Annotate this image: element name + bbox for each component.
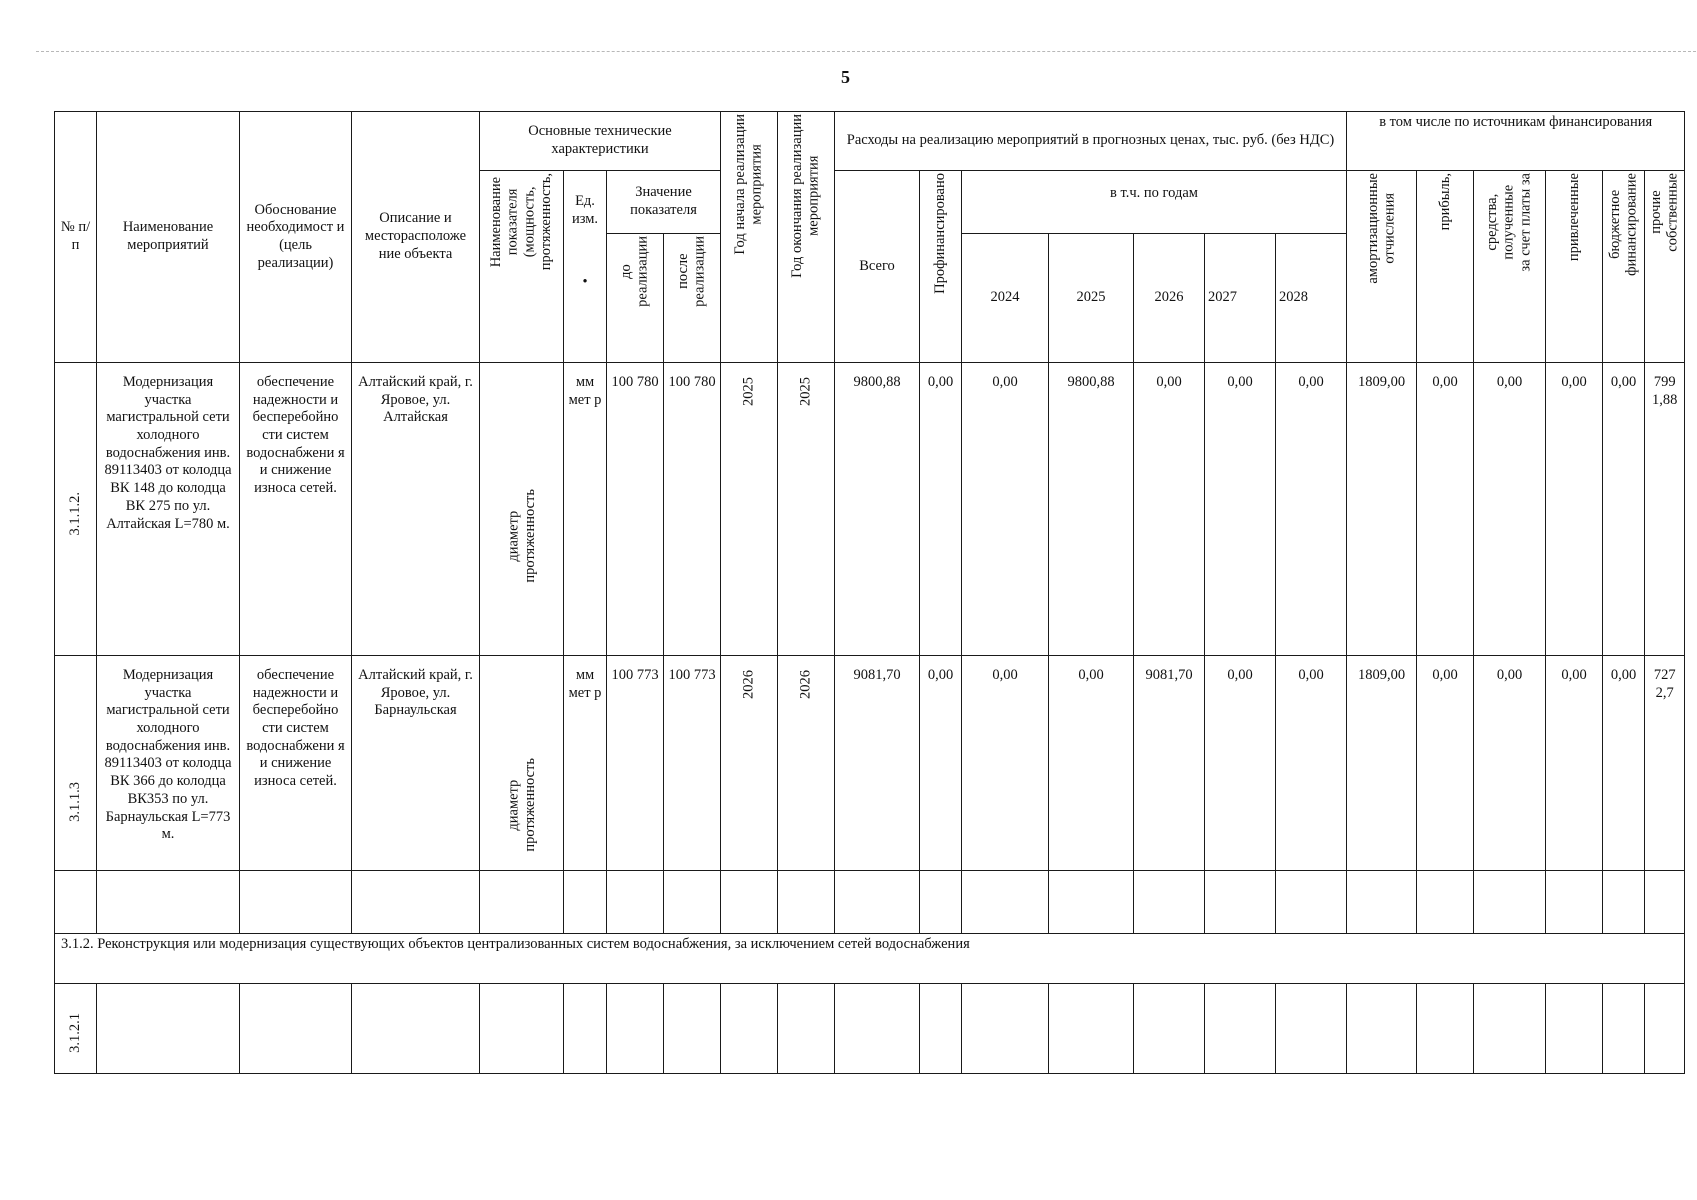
- empty-cell: [778, 984, 835, 1074]
- table-row: [55, 656, 1685, 871]
- header-location: [352, 112, 480, 363]
- header-value-group: [607, 171, 721, 234]
- empty-cell: [352, 871, 480, 934]
- header-depreciation-label: амортизационные отчисления: [1364, 173, 1398, 284]
- row-unit: мм мет р: [564, 656, 607, 871]
- row-y2025: 9800,88: [1049, 363, 1134, 656]
- header-before: [607, 234, 664, 363]
- header-year-2025: [1049, 234, 1134, 363]
- empty-cell: [607, 984, 664, 1074]
- header-sources-group-label: в том числе по источникам финансирования: [1379, 114, 1653, 130]
- empty-cell: [1474, 871, 1546, 934]
- page-number: 5: [841, 67, 850, 87]
- header-after: [664, 234, 721, 363]
- header-justification: [240, 112, 352, 363]
- empty-cell: [1205, 984, 1276, 1074]
- empty-cell: [778, 871, 835, 934]
- empty-cell: [1417, 984, 1474, 1074]
- row-y2024: 0,00: [962, 363, 1049, 656]
- header-financed-label: Профинансировано: [932, 173, 949, 294]
- row-other: 727 2,7: [1645, 656, 1685, 871]
- empty-cell: [97, 871, 240, 934]
- row-depreciation: 1809,00: [1347, 656, 1417, 871]
- header-year-2028-label: 2028: [1279, 289, 1308, 306]
- empty-cell: [480, 871, 564, 934]
- row-location: Алтайский край, г. Яровое, ул. Алтайская: [352, 363, 480, 656]
- empty-cell: [240, 871, 352, 934]
- header-no-label: № п/п: [60, 219, 91, 253]
- row-number: 3.1.1.2.: [66, 491, 83, 535]
- header-indicator: [480, 171, 564, 363]
- header-total-label: Всего: [859, 257, 895, 274]
- row-profit: 0,00: [1417, 656, 1474, 871]
- header-costs-group-label: Расходы на реализацию мероприятий в прогнозных ценах, тыс. руб. (без НДС): [846, 132, 1335, 149]
- header-financed: [920, 171, 962, 363]
- row-y2027: 0,00: [1205, 363, 1276, 656]
- row-total: 9800,88: [835, 363, 920, 656]
- empty-cell: [664, 871, 721, 934]
- row-justification: обеспечение надежности и бесперебойно сти систем водоснабжени я и снижение износа сетей.: [240, 363, 352, 656]
- header-year-2025-label: 2025: [1076, 289, 1106, 306]
- header-before-label: до реализации: [618, 236, 651, 307]
- row-indicator-cell: [480, 363, 564, 656]
- row-other: 799 1,88: [1645, 363, 1685, 656]
- header-year-2026: [1134, 234, 1205, 363]
- header-unit-mark: •: [582, 274, 588, 291]
- header-unit: [564, 171, 607, 363]
- empty-cell: [55, 871, 97, 934]
- header-name: [97, 112, 240, 363]
- header-year-start: [721, 112, 778, 363]
- header-connection-fee: [1474, 171, 1546, 363]
- table-row: [55, 984, 1685, 1074]
- row-name: Модернизация участка магистральной сети холодного водоснабжения инв. 89113403 от колодца ВК 366 до колодца ВК353 по ул. Барнаульская L=773 м.: [97, 656, 240, 871]
- table-row: [55, 363, 1685, 656]
- header-year-end-label: Год окончания реализации мероприятия: [789, 114, 822, 278]
- row-year-start: 2025: [740, 377, 757, 406]
- empty-cell: [1276, 871, 1347, 934]
- row-name: Модернизация участка магистральной сети холодного водоснабжения инв. 89113403 от колодца ВК 148 до колодца ВК 275 по ул. Алтайская L=780 м.: [97, 363, 240, 656]
- header-justification-label: Обоснование необходимост и (цель реализации): [246, 201, 345, 271]
- header-year-2024: [962, 234, 1049, 363]
- empty-cell: [240, 984, 352, 1074]
- row-connection-fee: 0,00: [1474, 363, 1546, 656]
- row-y2028: 0,00: [1276, 656, 1347, 871]
- row-financed: 0,00: [920, 656, 962, 871]
- row-number-cell: [55, 984, 97, 1074]
- header-location-label: Описание и месторасположе ние объекта: [364, 210, 467, 262]
- row-year-end: 2025: [797, 377, 814, 406]
- row-y2026: 0,00: [1134, 363, 1205, 656]
- header-attracted-label: привлеченные: [1565, 173, 1582, 262]
- empty-cell: [1049, 984, 1134, 1074]
- header-years-group-label: в т.ч. по годам: [1110, 185, 1198, 201]
- header-year-end: [778, 112, 835, 363]
- empty-cell: [1134, 984, 1205, 1074]
- header-connection-fee-label: средства, полученные за счет платы за: [1484, 173, 1534, 272]
- header-other: [1645, 171, 1685, 363]
- header-indicator-label: Наименование показателя (мощность, протяженность,: [488, 173, 555, 271]
- row-after: 100 773: [664, 656, 721, 871]
- empty-cell: [920, 984, 962, 1074]
- row-connection-fee: 0,00: [1474, 656, 1546, 871]
- header-costs-group: [835, 112, 1347, 171]
- row-depreciation: 1809,00: [1347, 363, 1417, 656]
- empty-cell: [1474, 984, 1546, 1074]
- empty-cell: [1546, 871, 1603, 934]
- header-tech-group: [480, 112, 721, 171]
- row-budget: 0,00: [1603, 363, 1645, 656]
- section-row: [55, 934, 1685, 984]
- empty-cell: [962, 984, 1049, 1074]
- header-year-2027: [1205, 234, 1276, 363]
- header-no: [55, 112, 97, 363]
- header-profit: [1417, 171, 1474, 363]
- investment-table: [54, 111, 1685, 1074]
- empty-cell: [721, 984, 778, 1074]
- row-number-cell: [55, 656, 97, 871]
- empty-cell: [835, 871, 920, 934]
- row-financed: 0,00: [920, 363, 962, 656]
- empty-cell: [1347, 871, 1417, 934]
- header-after-label: после реализации: [675, 236, 708, 307]
- empty-cell: [664, 984, 721, 1074]
- row-y2028: 0,00: [1276, 363, 1347, 656]
- empty-cell: [1645, 871, 1685, 934]
- header-years-group: [962, 171, 1347, 234]
- empty-cell: [607, 871, 664, 934]
- empty-cell: [97, 984, 240, 1074]
- empty-cell: [1603, 984, 1645, 1074]
- row-budget: 0,00: [1603, 656, 1645, 871]
- row-before: 100 773: [607, 656, 664, 871]
- row-total: 9081,70: [835, 656, 920, 871]
- header-year-2024-label: 2024: [990, 289, 1020, 306]
- empty-cell: [1645, 984, 1685, 1074]
- row-location: Алтайский край, г. Яровое, ул. Барнаульская: [352, 656, 480, 871]
- row-y2027: 0,00: [1205, 656, 1276, 871]
- empty-cell: [1546, 984, 1603, 1074]
- row-attracted: 0,00: [1546, 656, 1603, 871]
- header-year-2027-label: 2027: [1208, 289, 1237, 306]
- empty-cell: [564, 871, 607, 934]
- empty-cell: [480, 984, 564, 1074]
- empty-cell: [1347, 984, 1417, 1074]
- row-before: 100 780: [607, 363, 664, 656]
- empty-cell: [564, 984, 607, 1074]
- row-unit: мм мет р: [564, 363, 607, 656]
- row-year-end-cell: [778, 363, 835, 656]
- empty-cell: [1417, 871, 1474, 934]
- row-indicator: диаметр протяженность: [504, 758, 538, 852]
- row-number: 3.1.2.1: [66, 1013, 83, 1053]
- row-profit: 0,00: [1417, 363, 1474, 656]
- header-budget-label: бюджетное финансирование: [1606, 173, 1640, 276]
- header-year-2028: [1276, 234, 1347, 363]
- section-title: 3.1.2. Реконструкция или модернизация существующих объектов централизованных систем водоснабжения, за исключением сетей водоснабжения: [55, 934, 1685, 984]
- empty-cell: [1205, 871, 1276, 934]
- row-y2025: 0,00: [1049, 656, 1134, 871]
- header-total: [835, 171, 920, 363]
- row-y2024: 0,00: [962, 656, 1049, 871]
- header-row-1: [55, 112, 1685, 171]
- empty-cell: [1276, 984, 1347, 1074]
- header-unit-label: Ед. изм.: [571, 193, 599, 227]
- empty-cell: [352, 984, 480, 1074]
- row-after: 100 780: [664, 363, 721, 656]
- header-year-2026-label: 2026: [1154, 289, 1184, 306]
- empty-cell: [835, 984, 920, 1074]
- header-attracted: [1546, 171, 1603, 363]
- header-year-start-label: Год начала реализации мероприятия: [732, 114, 765, 255]
- header-depreciation: [1347, 171, 1417, 363]
- empty-cell: [920, 871, 962, 934]
- header-name-label: Наименование мероприятий: [122, 219, 214, 253]
- header-other-label: прочие собственные: [1648, 173, 1681, 252]
- row-year-end: 2026: [797, 670, 814, 699]
- row-indicator-cell: [480, 656, 564, 871]
- row-attracted: 0,00: [1546, 363, 1603, 656]
- header-budget: [1603, 171, 1645, 363]
- row-year-start-cell: [721, 363, 778, 656]
- row-year-start: 2026: [740, 670, 757, 699]
- empty-cell: [1049, 871, 1134, 934]
- row-year-end-cell: [778, 656, 835, 871]
- header-value-group-label: Значение показателя: [630, 184, 697, 218]
- header-sources-group: [1347, 112, 1685, 171]
- empty-cell: [1603, 871, 1645, 934]
- header-profit-label: прибыль,: [1436, 173, 1453, 231]
- page-top-rule: [36, 51, 1696, 52]
- row-year-start-cell: [721, 656, 778, 871]
- row-indicator: диаметр протяженность: [504, 489, 538, 583]
- header-tech-group-label: Основные технические характеристики: [528, 123, 672, 157]
- empty-row: [55, 871, 1685, 934]
- row-y2026: 9081,70: [1134, 656, 1205, 871]
- row-justification: обеспечение надежности и бесперебойно сти систем водоснабжени я и снижение износа сетей.: [240, 656, 352, 871]
- empty-cell: [962, 871, 1049, 934]
- row-number: 3.1.1.3: [66, 782, 83, 822]
- empty-cell: [721, 871, 778, 934]
- empty-cell: [1134, 871, 1205, 934]
- row-number-cell: [55, 363, 97, 656]
